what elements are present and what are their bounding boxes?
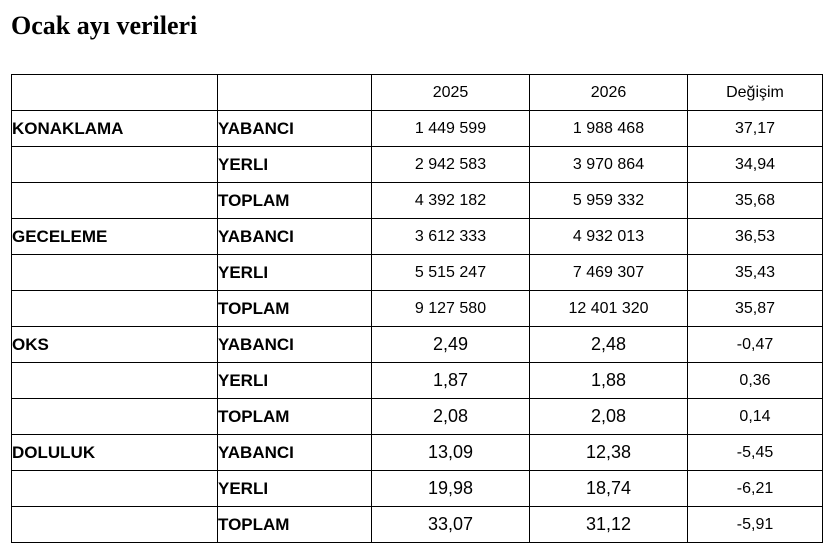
row-sub-label: TOPLAM	[218, 291, 372, 327]
header-cell-group	[12, 75, 218, 111]
row-sub-label: TOPLAM	[218, 507, 372, 543]
cell-2026: 4 932 013	[530, 219, 688, 255]
row-sub-label: YERLI	[218, 147, 372, 183]
cell-2025: 2 942 583	[372, 147, 530, 183]
cell-2026: 18,74	[530, 471, 688, 507]
header-cell-2026: 2026	[530, 75, 688, 111]
group-label: KONAKLAMA	[12, 111, 218, 147]
table-row	[12, 435, 823, 471]
row-sub-label: YABANCI	[218, 435, 372, 471]
header-cell-2025: 2025	[372, 75, 530, 111]
cell-2026: 12,38	[530, 435, 688, 471]
cell-2026: 12 401 320	[530, 291, 688, 327]
row-sub-label: YERLI	[218, 255, 372, 291]
group-label: DOLULUK	[12, 435, 218, 471]
cell-change: 35,68	[688, 183, 823, 219]
group-label-spacer	[12, 507, 218, 543]
header-cell-change: Değişim	[688, 75, 823, 111]
cell-change: 35,87	[688, 291, 823, 327]
cell-2025: 33,07	[372, 507, 530, 543]
table-row	[12, 471, 823, 507]
cell-change: -0,47	[688, 327, 823, 363]
cell-2025: 9 127 580	[372, 291, 530, 327]
cell-2026: 2,48	[530, 327, 688, 363]
cell-2025: 3 612 333	[372, 219, 530, 255]
cell-2025: 19,98	[372, 471, 530, 507]
cell-change: 36,53	[688, 219, 823, 255]
cell-change: 35,43	[688, 255, 823, 291]
table-row	[12, 327, 823, 363]
cell-change: -5,45	[688, 435, 823, 471]
table-row	[12, 507, 823, 543]
header-cell-sub	[218, 75, 372, 111]
table-row	[12, 147, 823, 183]
cell-2025: 2,08	[372, 399, 530, 435]
cell-2026: 1,88	[530, 363, 688, 399]
cell-2026: 3 970 864	[530, 147, 688, 183]
table-row	[12, 399, 823, 435]
cell-change: 0,14	[688, 399, 823, 435]
cell-change: 0,36	[688, 363, 823, 399]
cell-2025: 1 449 599	[372, 111, 530, 147]
cell-change: -6,21	[688, 471, 823, 507]
group-label-spacer	[12, 363, 218, 399]
table-row	[12, 255, 823, 291]
row-sub-label: YABANCI	[218, 219, 372, 255]
cell-2026: 5 959 332	[530, 183, 688, 219]
group-label-spacer	[12, 291, 218, 327]
row-sub-label: YERLI	[218, 363, 372, 399]
group-label-spacer	[12, 399, 218, 435]
header-row	[12, 75, 823, 111]
cell-2025: 13,09	[372, 435, 530, 471]
cell-change: -5,91	[688, 507, 823, 543]
row-sub-label: TOPLAM	[218, 399, 372, 435]
cell-2025: 1,87	[372, 363, 530, 399]
group-label-spacer	[12, 183, 218, 219]
table-row	[12, 219, 823, 255]
table-row	[12, 183, 823, 219]
data-table	[11, 74, 823, 543]
cell-change: 34,94	[688, 147, 823, 183]
group-label-spacer	[12, 471, 218, 507]
cell-2026: 7 469 307	[530, 255, 688, 291]
cell-2026: 2,08	[530, 399, 688, 435]
group-label: OKS	[12, 327, 218, 363]
cell-2025: 5 515 247	[372, 255, 530, 291]
table-row	[12, 111, 823, 147]
row-sub-label: YABANCI	[218, 327, 372, 363]
cell-2026: 1 988 468	[530, 111, 688, 147]
row-sub-label: YERLI	[218, 471, 372, 507]
row-sub-label: TOPLAM	[218, 183, 372, 219]
group-label-spacer	[12, 147, 218, 183]
cell-2025: 4 392 182	[372, 183, 530, 219]
cell-2026: 31,12	[530, 507, 688, 543]
table-row	[12, 363, 823, 399]
group-label-spacer	[12, 255, 218, 291]
cell-2025: 2,49	[372, 327, 530, 363]
table-row	[12, 291, 823, 327]
cell-change: 37,17	[688, 111, 823, 147]
page-title: Ocak ayı verileri	[11, 11, 198, 40]
row-sub-label: YABANCI	[218, 111, 372, 147]
group-label: GECELEME	[12, 219, 218, 255]
